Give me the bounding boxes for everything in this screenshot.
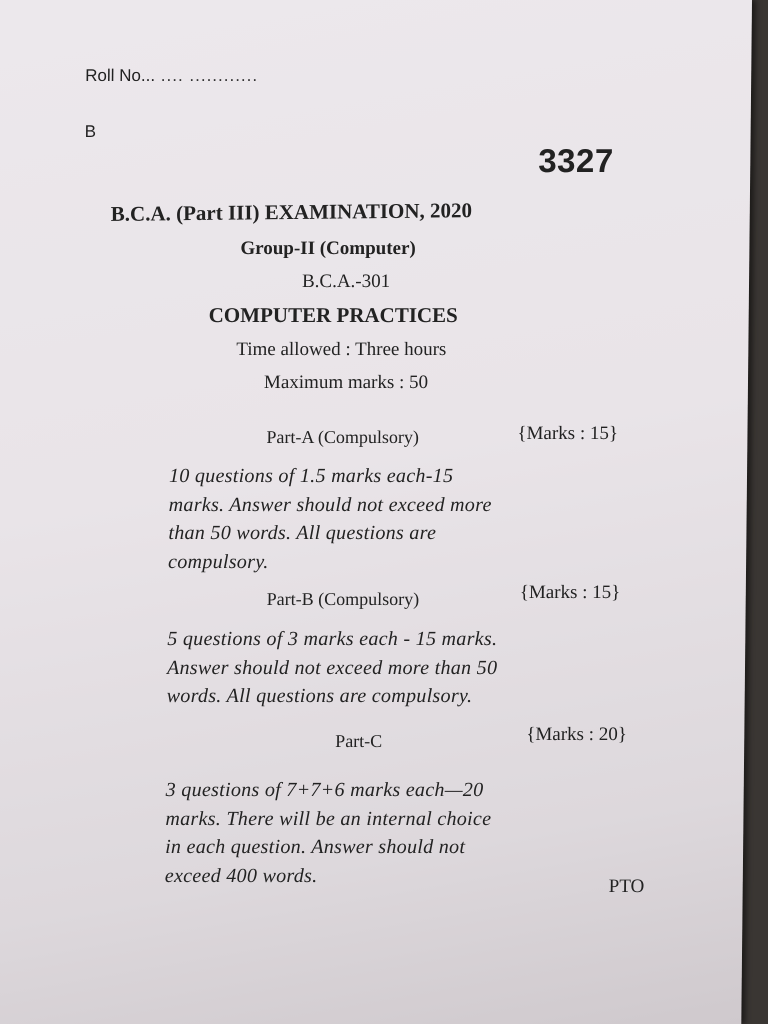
set-letter: B [84,122,97,141]
part-c-line: in each question. Answer should not [165,836,466,858]
part-c-line: exceed 400 words. [164,864,318,887]
part-a-marks: {Marks : 15} [517,423,619,444]
part-a-label: Part-A (Compulsory) [266,427,420,447]
subject-title: COMPUTER PRACTICES [208,303,458,327]
part-c-label: Part-C [335,731,383,751]
part-b-line: Answer should not exceed more than 50 [166,656,498,679]
roll-number-dots: .... ............ [155,66,259,85]
part-b-instructions [167,625,498,711]
part-b-marks: {Marks : 15} [519,582,621,603]
group-title: Group-II (Computer) [240,238,416,259]
part-a-instructions [168,462,492,576]
part-c-instructions [165,776,492,890]
part-b-line: 5 questions of 3 marks each - 15 marks. [167,628,498,650]
part-c-marks: {Marks : 20} [526,724,627,745]
part-c-line: 3 questions of 7+7+6 marks each—20 [165,779,484,801]
part-a-line: 10 questions of 1.5 marks each-15 [168,465,454,487]
part-a-line: compulsory. [168,550,269,573]
part-b-label: Part-B (Compulsory) [266,589,420,609]
part-a-line: marks. Answer should not exceed more [168,493,492,516]
roll-number-field [85,66,258,86]
time-allowed: Time allowed : Three hours [236,339,447,360]
part-a-line: than 50 words. All questions are [168,522,437,544]
paper-number: B.C.A.-301 [301,271,391,292]
part-c-line: marks. There will be an internal choice [165,807,492,830]
exam-title: B.C.A. (Part III) EXAMINATION, 2020 [110,198,473,226]
maximum-marks: Maximum marks : 50 [263,372,429,393]
paper-code: 3327 [538,142,614,179]
part-b-line: words. All questions are compulsory. [166,685,473,707]
please-turn-over: PTO [608,876,645,897]
roll-number-label: Roll No... [85,66,156,85]
